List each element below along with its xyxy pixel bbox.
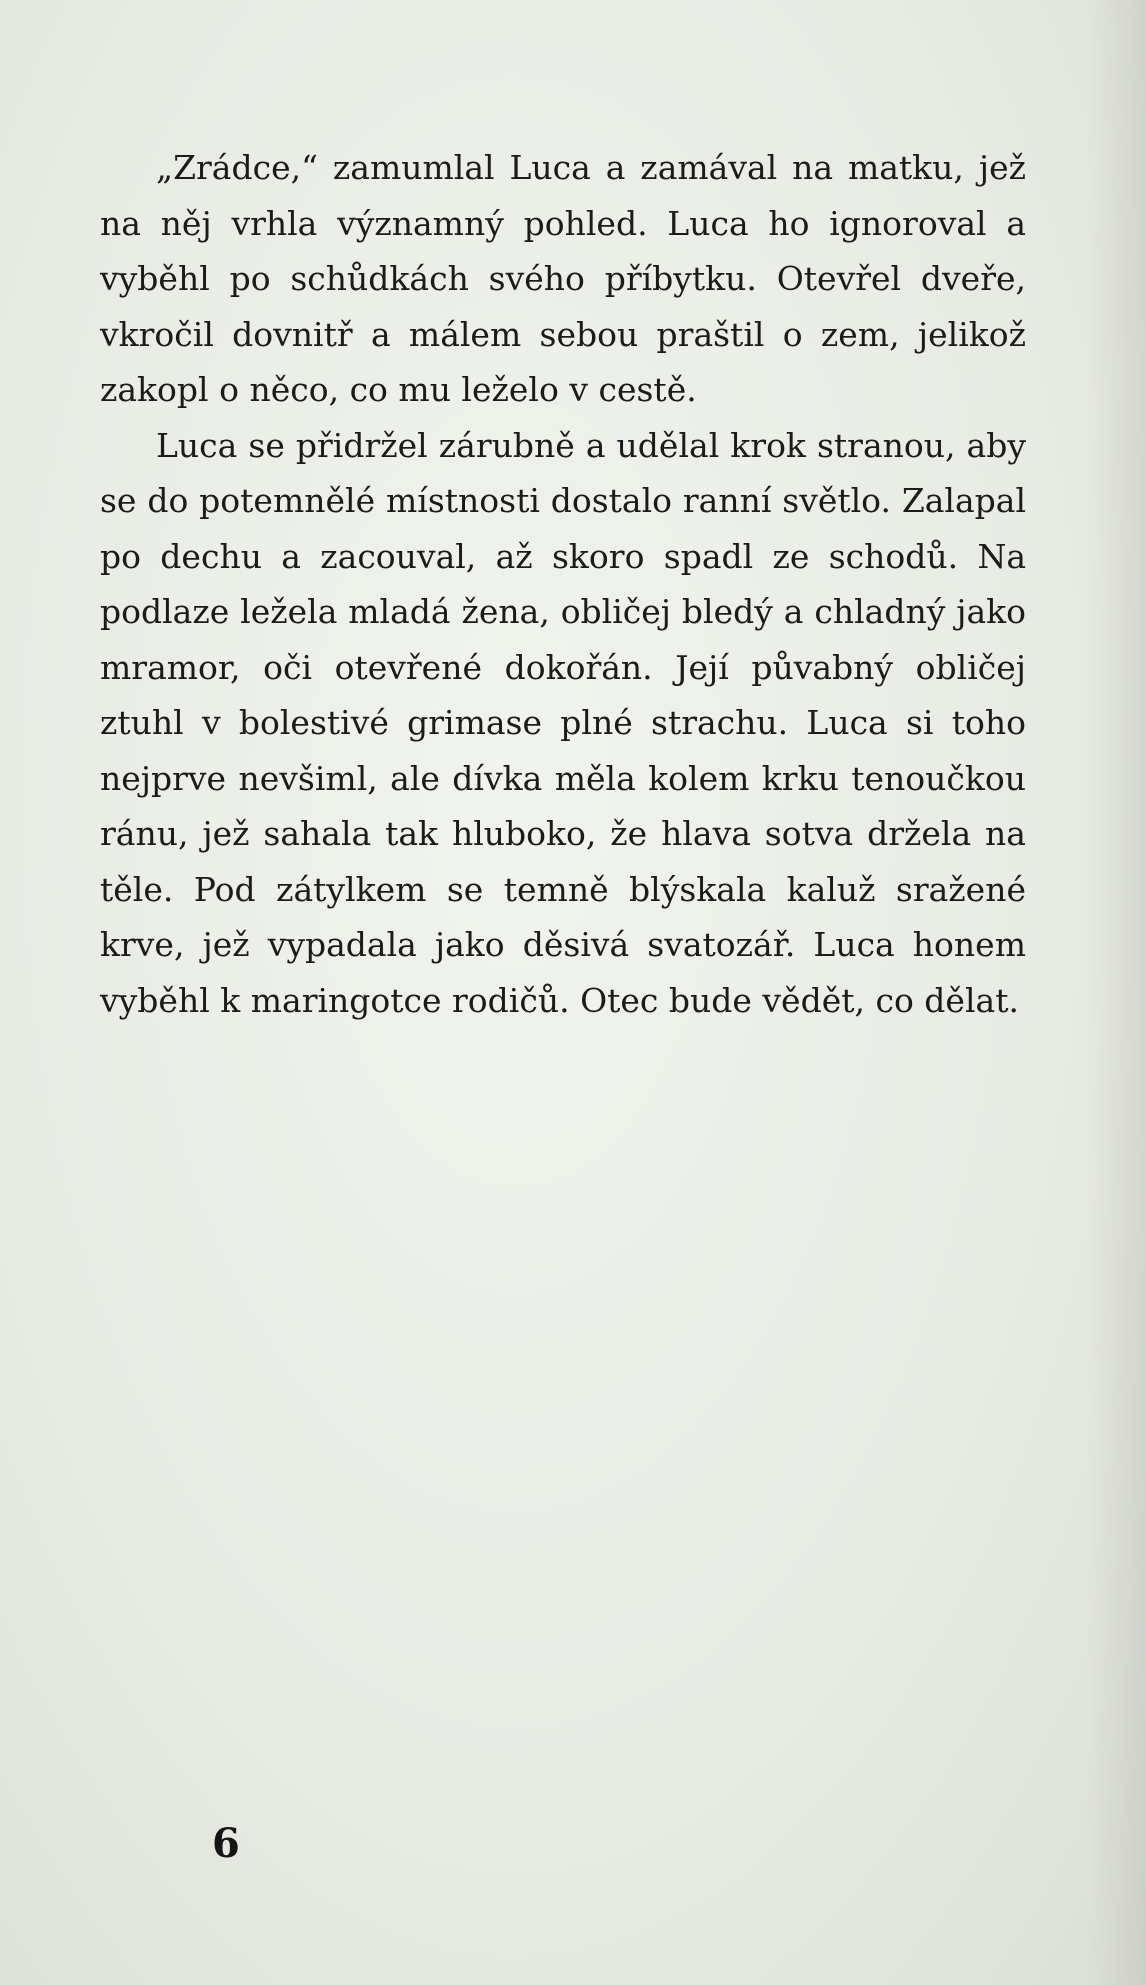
paragraph-2: Luca se přidržel zárubně a udělal krok stranou, aby se do potemnělé místnosti dostalo ranní světlo. Zalapal po dechu a zacouval, až skoro spadl ze schodů. Na podlaze ležela mladá žena, obličej bledý a chladný jako mramor, oči otevřené dokořán. Její půvabný obličej ztuhl v bolestivé grimase plné strachu. Luca si toho nejprve nevšiml, ale dívka měla kolem krku tenoučkou ránu, jež sahala tak hluboko, že hlava sotva držela na těle. Pod zátylkem se temně blýskala kaluž sražené krve, jež vypadala jako děsivá svatozář. Luca honem vyběhl k maringotce rodičů. Otec bude vědět, co dělat. — [100, 425, 1026, 1020]
page-edge-shadow — [1086, 0, 1146, 1985]
page-number: 6 — [212, 1820, 240, 1867]
body-text — [100, 140, 1026, 1028]
paragraph-1: „Zrádce,“ zamumlal Luca a zamával na matku, jež na něj vrhla významný pohled. Luca ho ignoroval a vyběhl po schůdkách svého příbytku. Otevřel dveře, vkročil dovnitř a málem sebou praštil o zem, jelikož zakopl o něco, co mu leželo v cestě. — [100, 148, 1026, 409]
